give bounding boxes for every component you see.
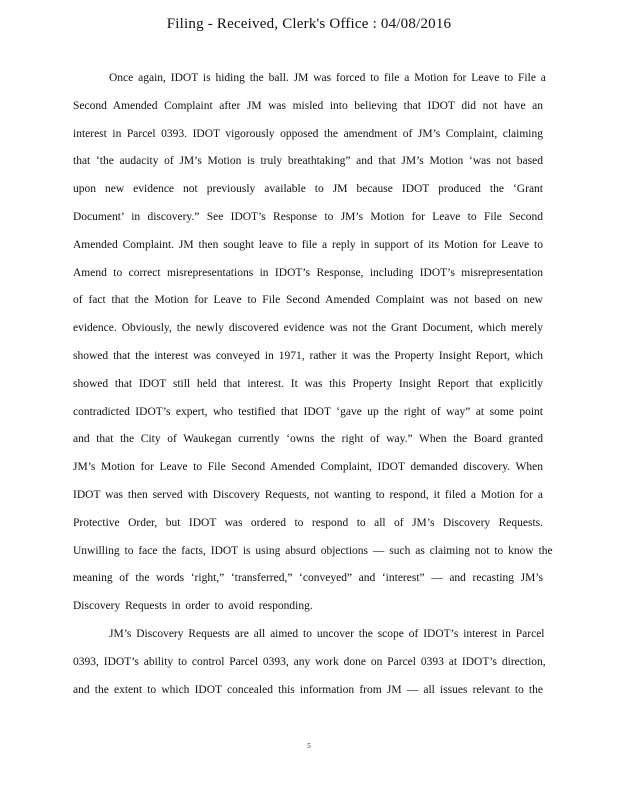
text-line: Protective Order, but IDOT was ordered to respond to all of JM’s Discovery Requests.	[73, 516, 543, 529]
text-line: upon new evidence not previously available to JM because IDOT produced the ‘Grant	[73, 183, 543, 196]
text-line: Second Amended Complaint after JM was misled into believing that IDOT did not have an	[73, 99, 543, 112]
text-line: of fact that the Motion for Leave to File Second Amended Complaint was not based on new	[73, 294, 543, 307]
document-body	[73, 70, 553, 709]
text-line: JM’s Motion for Leave to File Second Amended Complaint, IDOT demanded discovery. When	[73, 461, 543, 474]
text-line: Amend to correct misrepresentations in IDOT’s Response, including IDOT’s misrepresentation	[73, 266, 543, 279]
text-line: that ‘the audacity of JM’s Motion is truly breathtaking” and that JM’s Motion ‘was not based	[73, 155, 543, 168]
text-line: Amended Complaint. JM then sought leave to file a reply in support of its Motion for Leave to	[73, 238, 543, 251]
filing-header: Filing - Received, Clerk's Office : 04/08/2016	[166, 16, 452, 32]
text-line: 0393, IDOT’s ability to control Parcel 0393, any work done on Parcel 0393 at IDOT’s direction,	[73, 655, 546, 668]
text-line: Unwilling to face the facts, IDOT is using absurd objections — such as claiming not to know the	[73, 544, 553, 557]
text-line: evidence. Obviously, the newly discovered evidence was not the Grant Document, which merely	[73, 322, 543, 335]
paragraph-2	[73, 626, 546, 709]
text-line: Discovery Requests in order to avoid responding.	[73, 600, 313, 613]
text-line: and the extent to which IDOT concealed this information from JM — all issues relevant to the	[73, 683, 543, 696]
text-line: JM’s Discovery Requests are all aimed to uncover the scope of IDOT’s interest in Parcel	[109, 627, 545, 640]
text-line: showed that IDOT still held that interest. It was this Property Insight Report that explicitly	[73, 377, 543, 390]
text-line: IDOT was then served with Discovery Requests, not wanting to respond, it filed a Motion for a	[73, 488, 543, 501]
text-line: Document’ in discovery.” See IDOT’s Response to JM’s Motion for Leave to File Second	[73, 210, 543, 223]
text-line: showed that the interest was conveyed in 1971, rather it was the Property Insight Report, which	[73, 349, 543, 362]
text-line: meaning of the words ‘right,” ‘transferred,” ‘conveyed” and ‘interest” — and recasting JM’s	[73, 572, 543, 585]
page-number: 5	[307, 742, 311, 750]
text-line: contradicted IDOT’s expert, who testified that IDOT ‘gave up the right of way” at some point	[73, 405, 543, 418]
text-line: and that the City of Waukegan currently ‘owns the right of way.” When the Board granted	[73, 433, 543, 446]
paragraph-1	[73, 70, 553, 626]
text-line: interest in Parcel 0393. IDOT vigorously opposed the amendment of JM’s Complaint, claiming	[73, 127, 543, 140]
text-line: Once again, IDOT is hiding the ball. JM was forced to file a Motion for Leave to File a	[109, 72, 546, 84]
